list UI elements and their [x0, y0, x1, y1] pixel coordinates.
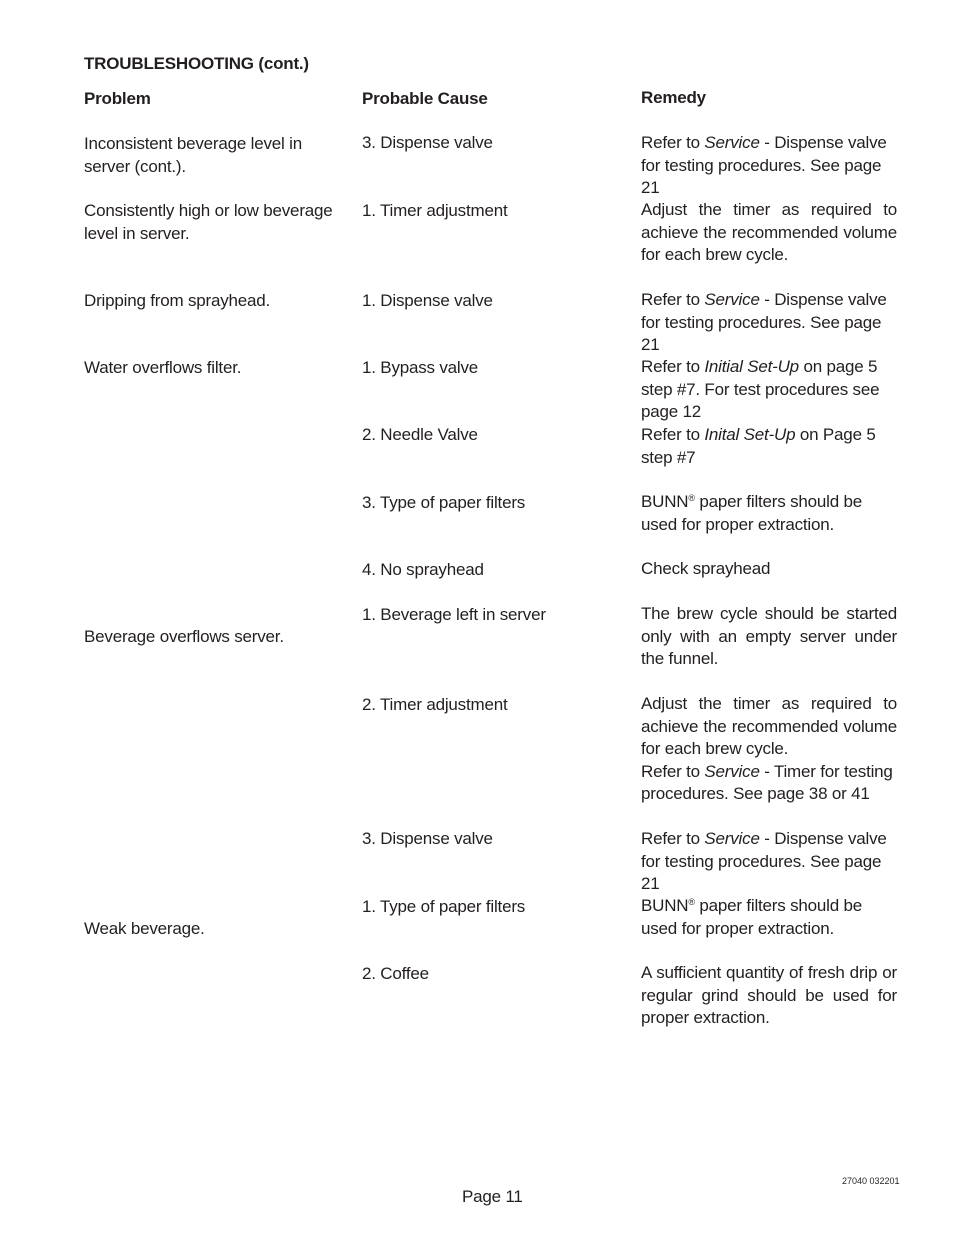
remedy-text: The brew cycle should be started only with an empty server under the funnel.	[641, 604, 897, 668]
problem-inconsistent-level: Inconsistent beverage level in server (cont.).	[84, 134, 302, 176]
section-heading: TROUBLESHOOTING (cont.)	[84, 54, 309, 73]
document-code: 27040 032201	[842, 1176, 900, 1186]
cause-item: 3. Type of paper filters	[362, 493, 526, 512]
remedy-text: Refer to Initial Set-Up on page 5 step #7. For test procedures see page 12	[641, 357, 880, 421]
remedy-text: Refer to Inital Set-Up on Page 5 step #7	[641, 425, 876, 467]
cause-item: 1. Beverage left in server	[362, 605, 546, 624]
problem-weak-beverage: Weak beverage.	[84, 919, 205, 938]
problem-dripping: Dripping from sprayhead.	[84, 291, 271, 310]
cause-item: 4. No sprayhead	[362, 560, 484, 579]
cause-item: 2. Needle Valve	[362, 425, 478, 444]
cause-item: 1. Type of paper filters	[362, 897, 526, 916]
cause-item: 2. Timer adjustment	[362, 695, 508, 714]
problem-high-low-level: Consistently high or low beverage level in server.	[84, 201, 333, 243]
remedy-text: Adjust the timer as required to achieve the recommended volume for each brew cycle.	[641, 200, 897, 264]
remedy-text: Adjust the timer as required to achieve the recommended volume for each brew cycle. Refer to Service - Timer for testing procedures. See page 38 or 41	[641, 694, 897, 803]
remedy-text: BUNN® paper filters should be used for proper extraction.	[641, 492, 863, 534]
cause-item: 2. Coffee	[362, 964, 429, 983]
column-header-remedy: Remedy	[641, 88, 706, 107]
cause-item: 1. Timer adjustment	[362, 201, 508, 220]
column-header-cause: Probable Cause	[362, 89, 488, 108]
cause-item: 3. Dispense valve	[362, 829, 493, 848]
cause-item: 3. Dispense valve	[362, 133, 493, 152]
column-header-problem: Problem	[84, 89, 151, 108]
remedy-text: Refer to Service - Dispense valve for testing procedures. See page 21	[641, 829, 887, 893]
problem-water-overflows: Water overflows filter.	[84, 358, 242, 377]
remedy-text: Refer to Service - Dispense valve for testing procedures. See page 21	[641, 133, 887, 197]
remedy-text: Refer to Service - Dispense valve for testing procedures. See page 21	[641, 290, 887, 354]
cause-item: 1. Dispense valve	[362, 291, 493, 310]
cause-item: 1. Bypass valve	[362, 358, 479, 377]
remedy-text: A sufficient quantity of fresh drip or regular grind should be used for proper extraction.	[641, 963, 897, 1027]
problem-beverage-overflows: Beverage overflows server.	[84, 627, 284, 646]
remedy-text: Check sprayhead	[641, 559, 771, 578]
page-number: Page 11	[462, 1187, 523, 1206]
remedy-text: BUNN® paper filters should be used for proper extraction.	[641, 896, 863, 938]
